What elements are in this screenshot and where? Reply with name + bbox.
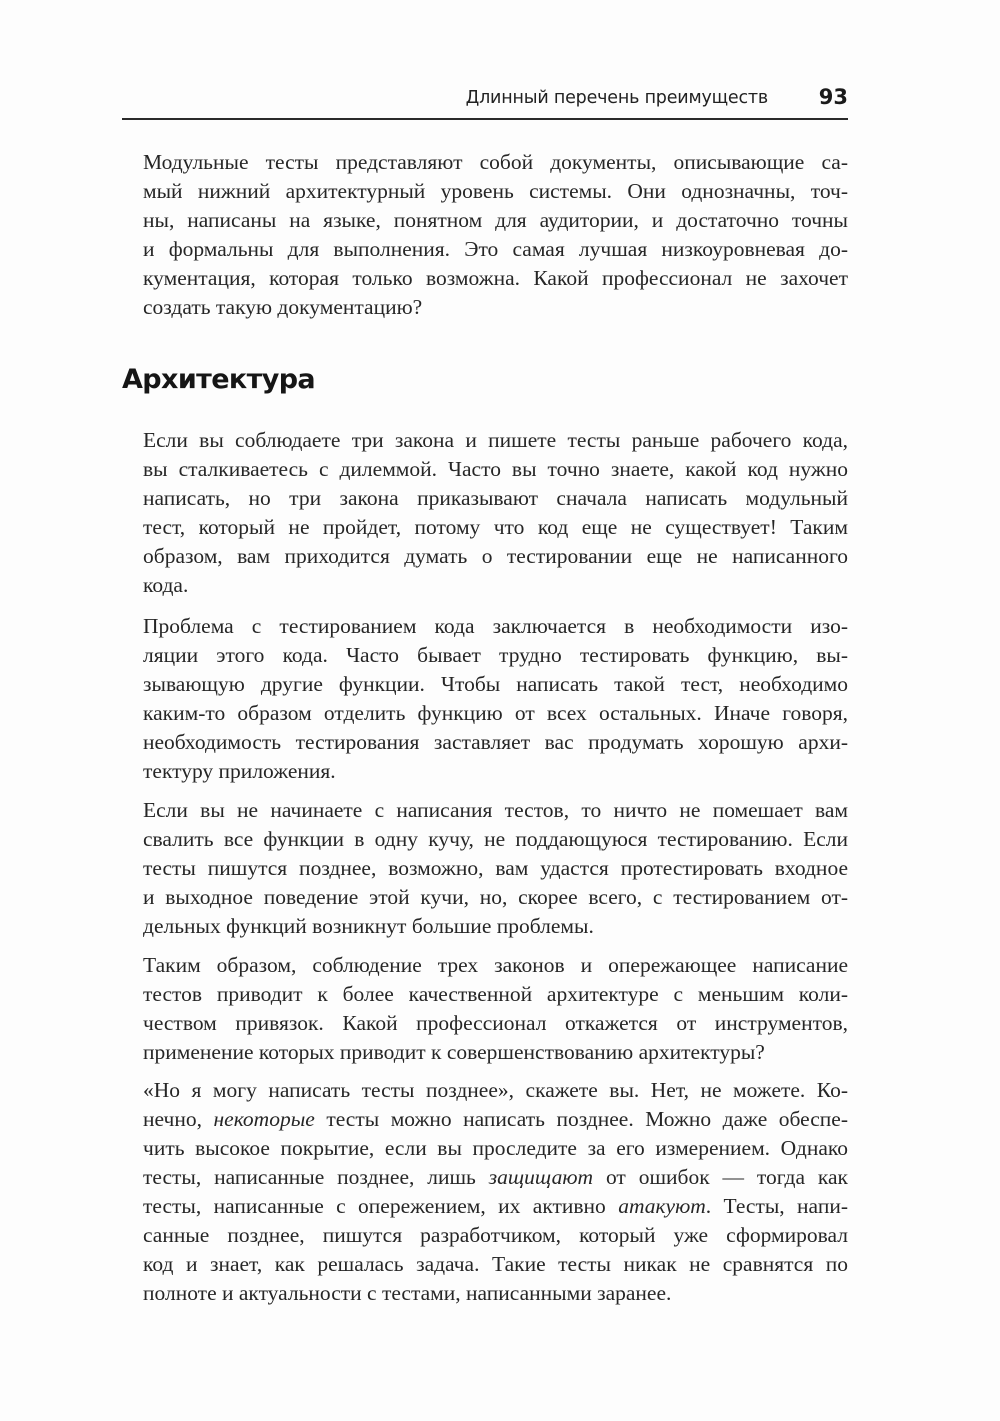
text-run: чить высокое покрытие, если вы проследите за его измерением. Однако [143, 1136, 848, 1160]
paragraph-4 [143, 951, 848, 1067]
text-line [143, 1076, 848, 1105]
paragraph-1 [143, 426, 848, 600]
text-line: применение которых приводит к совершенствованию архитектуры? [143, 1040, 765, 1064]
text-line: свалить все функции в одну кучу, не поддающуюся тестированию. Если [143, 827, 848, 851]
text-line: Таким образом, соблюдение трех законов и опережающее написание [143, 953, 848, 977]
text-line [143, 1221, 848, 1250]
text-line: необходимость тестирования заставляет вас продумать хорошую архи- [143, 730, 848, 754]
emphasis-text: атакуют [618, 1194, 706, 1218]
paragraph-3 [143, 796, 848, 941]
text-line: Если вы не начинаете с написания тестов, то ничто не помешает вам [143, 798, 848, 822]
text-line [143, 1279, 848, 1308]
text-line: каким-то образом отделить функцию от всех остальных. Иначе говоря, [143, 701, 848, 725]
text-line: создать такую документацию? [143, 295, 423, 319]
text-run: код и знает, как решалась задача. Такие тесты никак не сравнятся по [143, 1252, 848, 1276]
text-line: Модульные тесты представляют собой документы, описывающие са- [143, 150, 848, 174]
text-line: мый нижний архитектурный уровень системы. Они однозначны, точ- [143, 179, 848, 203]
page-number: 93 [818, 85, 848, 109]
text-line: дельных функций возникнут большие проблемы. [143, 914, 594, 938]
running-title: Длинный перечень преимуществ [465, 88, 768, 108]
text-line: Если вы соблюдаете три закона и пишете тесты раньше рабочего кода, [143, 428, 848, 452]
text-line: и выходное поведение этой кучи, но, скорее всего, с тестированием от- [143, 885, 848, 909]
text-line [143, 1163, 848, 1192]
paragraph-2 [143, 612, 848, 786]
text-run: полноте и актуальности с тестами, написанными заранее. [143, 1281, 672, 1305]
running-header [122, 84, 848, 120]
text-line: Проблема с тестированием кода заключается в необходимости изо- [143, 614, 848, 638]
text-line [143, 1105, 848, 1134]
text-line: зывающую другие функции. Чтобы написать такой тест, необходимо [143, 672, 848, 696]
text-line: тесты пишутся позднее, возможно, вам удастся протестировать входное [143, 856, 848, 880]
text-line [143, 1250, 848, 1279]
paragraph-5 [143, 1076, 848, 1308]
text-run: . Тесты, напи- [705, 1194, 848, 1218]
text-line: тест, который не пройдет, потому что код еще не существует! Таким [143, 515, 848, 539]
emphasis-text: защищают [488, 1165, 594, 1189]
text-line: ны, написаны на языке, понятном для аудитории, и достаточно точны [143, 208, 848, 232]
text-run: тесты, написанные с опережением, их активно [143, 1194, 619, 1218]
text-line: чеством привязок. Какой профессионал откажется от инструментов, [143, 1011, 848, 1035]
emphasis-text: некоторые [213, 1107, 315, 1131]
text-line: образом, вам приходится думать о тестировании еще не написанного [143, 544, 848, 568]
text-run: санные позднее, пишутся разработчиком, который уже сформировал [143, 1223, 848, 1247]
text-line: и формальны для выполнения. Это самая лучшая низкоуровневая до- [143, 237, 848, 261]
text-line: кументация, которая только возможна. Какой профессионал не захочет [143, 266, 848, 290]
text-line: ляции этого кода. Часто бывает трудно тестировать функцию, вы- [143, 643, 848, 667]
text-line: тестов приводит к более качественной архитектуре с меньшим коли- [143, 982, 848, 1006]
text-line [143, 1192, 848, 1221]
text-line [143, 1134, 848, 1163]
text-line: написать, но три закона приказывают сначала написать модульный [143, 486, 848, 510]
text-run: нечно, [143, 1107, 214, 1131]
text-line: вы сталкиваетесь с дилеммой. Часто вы точно знаете, какой код нужно [143, 457, 848, 481]
section-heading: Архитектура [122, 364, 316, 395]
text-run: «Но я могу написать тесты позднее», скажете вы. Нет, не можете. Ко- [143, 1078, 848, 1102]
text-run: тесты можно написать позднее. Можно даже обеспе- [314, 1107, 848, 1131]
text-run: тесты, написанные позднее, лишь [143, 1165, 489, 1189]
intro-paragraph [143, 148, 848, 322]
text-line: тектуру приложения. [143, 759, 336, 783]
text-line: кода. [143, 573, 189, 597]
text-run: от ошибок — тогда как [593, 1165, 848, 1189]
